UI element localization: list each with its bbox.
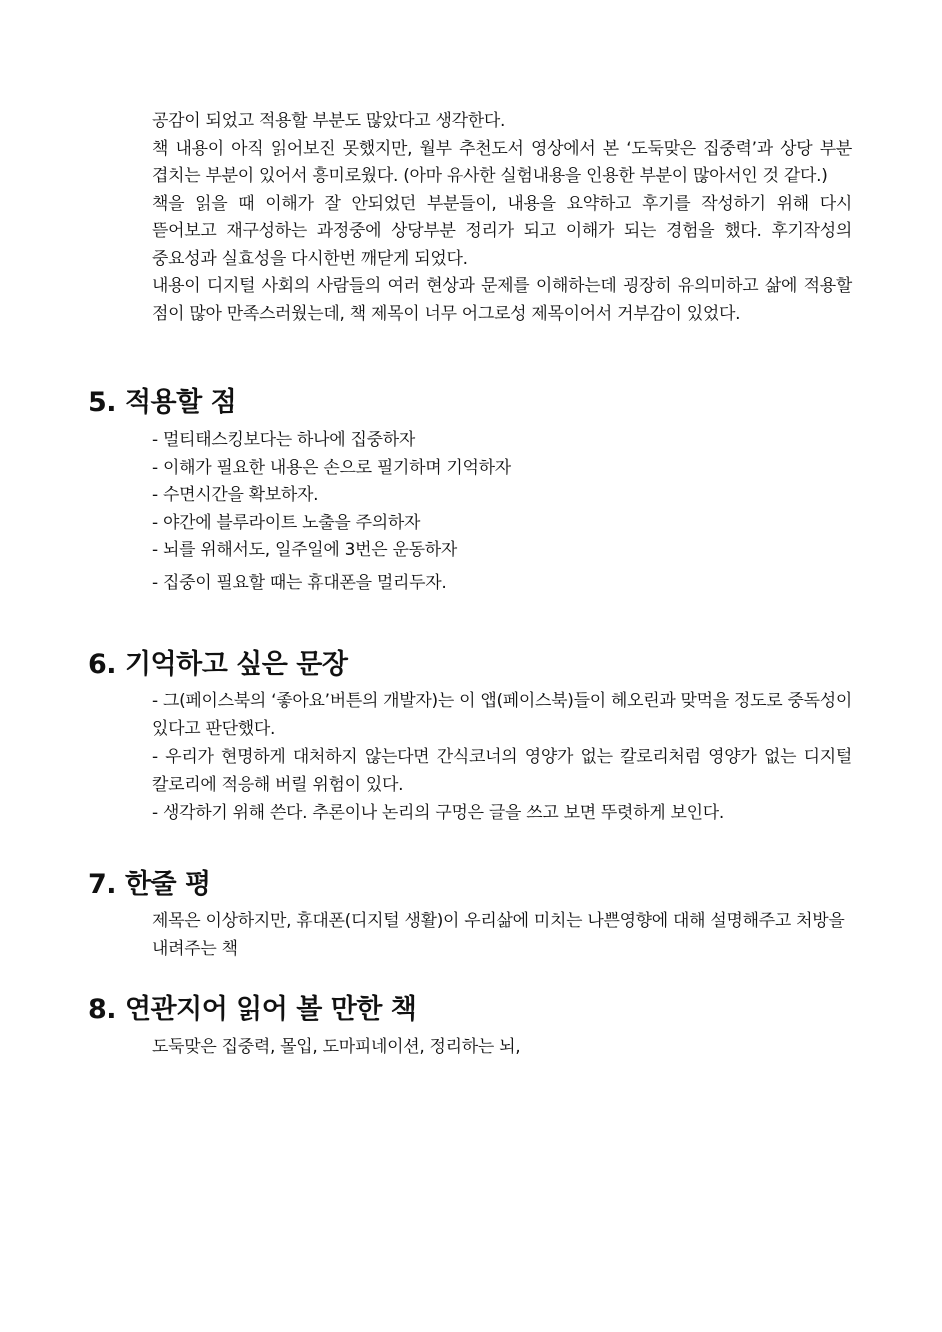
quotes-list — [152, 687, 852, 827]
section-7-heading: 7. 한줄 평 — [88, 869, 211, 900]
intro-paragraph: 내용이 디지털 사회의 사람들의 여러 현상과 문제를 이해하는데 굉장히 유의미하고 삶에 적용할 점이 많아 만족스러웠는데, 책 제목이 너무 어그로성 제목이어서 거부감이 있었다. — [152, 276, 852, 324]
list-item: - 뇌를 위해서도, 일주일에 3번은 운동하자 — [152, 537, 852, 565]
one-line-review: 제목은 이상하지만, 휴대폰(디지털 생활)이 우리삶에 미치는 나쁜영향에 대해 설명해주고 처방을 내려주는 책 — [152, 911, 845, 959]
intro-paragraph: 책을 읽을 때 이해가 잘 안되었던 부분들이, 내용을 요약하고 후기를 작성하기 위해 다시 뜯어보고 재구성하는 과정중에 상당부분 정리가 되고 이해가 되는 경험을 했다. 후기작성의 중요성과 실효성을 다시한번 깨닫게 되었다. — [152, 193, 852, 269]
intro-text — [152, 108, 852, 328]
intro-paragraph: 책 내용이 아직 읽어보진 못했지만, 월부 추천도서 영상에서 본 ‘도둑맞은 집중력’과 상당 부분 겹치는 부분이 있어서 흥미로웠다. (아마 유사한 실험내용을 인용한 부분이 많아서인 것 같다.) — [152, 138, 852, 186]
list-item: - 멀티태스킹보다는 하나에 집중하자 — [152, 427, 852, 455]
list-item: - 이해가 필요한 내용은 손으로 필기하며 기억하자 — [152, 455, 852, 483]
list-item: - 수면시간을 확보하자. — [152, 482, 852, 510]
list-item: - 생각하기 위해 쓴다. 추론이나 논리의 구멍은 글을 쓰고 보면 뚜렷하게 보인다. — [152, 799, 852, 827]
related-books: 도둑맞은 집중력, 몰입, 도마피네이션, 정리하는 뇌, — [152, 1037, 521, 1057]
section-6-heading: 6. 기억하고 싶은 문장 — [88, 649, 348, 680]
list-item: - 그(페이스북의 ‘좋아요’버튼의 개발자)는 이 앱(페이스북)들이 헤오린과 맞먹을 정도로 중독성이 있다고 판단했다. — [152, 687, 852, 743]
intro-paragraph: 공감이 되었고 적용할 부분도 많았다고 생각한다. — [152, 111, 506, 131]
section-8-heading: 8. 연관지어 읽어 볼 만한 책 — [88, 994, 417, 1025]
list-item: - 우리가 현명하게 대처하지 않는다면 간식코너의 영양가 없는 칼로리처럼 영양가 없는 디지털 칼로리에 적응해 버릴 위험이 있다. — [152, 743, 852, 799]
section-5-heading: 5. 적용할 점 — [88, 387, 237, 418]
list-item: - 야간에 블루라이트 노출을 주의하자 — [152, 510, 852, 538]
apply-points-list — [152, 427, 852, 597]
list-item: - 집중이 필요할 때는 휴대폰을 멀리두자. — [152, 570, 852, 598]
